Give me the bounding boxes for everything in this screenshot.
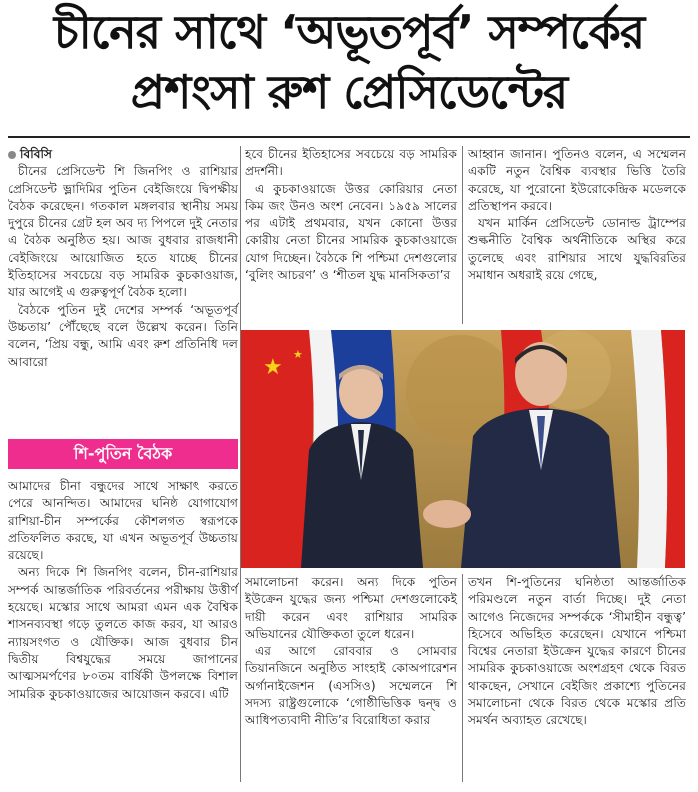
paragraph: হবে চীনের ইতিহাসের সবচেয়ে বড় সামরিক প্রদর্শনী। [245,147,457,179]
paragraph: যখন মার্কিন প্রেসিডেন্ট ডোনাল্ড ট্রাম্পের শুল্কনীতি বৈশ্বিক অর্থনীতিকে অস্থির করে তুলেছে এবং রাশিয়ার সাথে যুদ্ধবিরতির সমাধান অধরাই রয়ে গেছে, [468,216,686,283]
paragraph: চীনের প্রেসিডেন্ট শি জিনপিং ও রাশিয়ার প্রেসিডেন্ট ভ্লাদিমির পুতিন বেইজিংয়ে দ্বিপক্ষীয় বৈঠক করেছেন। গতকাল মঙ্গলবার স্থানীয় সময় দুপুরে চীনের গ্রেট হল অব দ্য পিপলে দুই নেতার এ বৈঠক অনুষ্ঠিত হয়। আজ বুধবার রাজধানী বেইজিংয়ে আয়োজিত হতে যাচ্ছে চীনের ইতিহাসের সবচেয়ে বড় সামরিক কুচকাওয়াজ, যার আগেই এ গুরুত্বপূর্ণ বৈঠক হলো। [8,164,238,300]
paragraph: বৈঠকে পুতিন দুই দেশের সম্পর্ক ‘অভূতপূর্ব উচ্চতায়’ পৌঁছেছে বলে উল্লেখ করেন। তিনি বলেন, ‘প্রিয় বন্ধু, আমি এবং রুশ প্রতিনিধি দল আবারো [8,302,238,369]
paragraph: অন্য দিকে শি জিনপিং বলেন, চীন-রাশিয়ার সম্পর্ক আন্তর্জাতিক পরিবর্তনের পরীক্ষায় উত্তীর্ণ হয়েছে। মস্কোর সাথে আমরা এমন এক বৈশ্বিক শাসনব্যবস্থা গড়ে তুলতে কাজ করব, যা আরও ন্যায়সংগত ও যৌক্তিক। আজ বুধবার চীন দ্বিতীয় বিশ্বযুদ্ধের সময়ে জাপানের আত্মসমর্পণের ৮০তম বার্ষিকী উপলক্ষে বিশাল সামরিক কুচকাওয়াজের আয়োজন করবে। এটি [8,565,238,701]
news-photo [241,330,685,568]
column-2-bottom [245,574,457,730]
paragraph: আমাদের চীনা বন্ধুদের সাথে সাক্ষাৎ করতে পেরে আনন্দিত। আমাদের ঘনিষ্ঠ যোগাযোগ রাশিয়া-চীন সম্পর্কের কৌশলগত স্বরূপকে প্রতিফলিত করছে, যা এখন অভূতপূর্ব উচ্চতায় রয়েছে। [8,479,238,563]
headline-line-1: চীনের সাথে ‘অভূতপূর্ব’ সম্পর্কের [53,5,645,59]
star-icon: ★ [293,348,303,361]
headline-line-2: প্রশংসা রুশ প্রেসিডেন্টের [130,65,568,119]
column-1-bottom [8,478,238,703]
paragraph: তখন শি-পুতিনের ঘনিষ্ঠতা আন্তর্জাতিক পরিমণ্ডলে নতুন বার্তা দিচ্ছে। দুই নেতা আগেও নিজেদের সম্পর্ককে ‘সীমাহীন বন্ধুত্ব’ হিসেবে অভিহিত করেছেন। যেখানে পশ্চিমা বিশ্বের নেতারা ইউক্রেন যুদ্ধের কারণে চীনের সামরিক কুচকাওয়াজে অংশগ্রহণ থেকে বিরত থাকছেন, সেখানে বেইজিং প্রকাশ্যে পুতিনের সমালোচনা থেকে বিরত থেকে মস্কোর প্রতি সমর্থন অব্যাহত রেখেছে। [468,575,686,728]
headline-divider [8,136,690,138]
column-divider [462,574,463,782]
headline [8,2,690,122]
paragraph: সমালোচনা করেন। অন্য দিকে পুতিন ইউক্রেন যুদ্ধের জন্য পশ্চিমা দেশগুলোকেই দায়ী করেন এবং রাশিয়ার সামরিক অভিযানের যৌক্তিকতা তুলে ধরেন। [245,575,457,641]
star-icon: ★ [263,355,283,380]
column-divider [462,146,463,324]
bullet-icon [8,151,16,159]
photo-illustration [241,330,685,568]
source-credit [8,146,238,163]
paragraph: এ কুচকাওয়াজে উত্তর কোরিয়ার নেতা কিম জং উনও অংশ নেবেন। ১৯৫৯ সালের পর এটাই প্রথমবার, যখন কোনো উত্তর কোরীয় নেতা চীনের সামরিক কুচকাওয়াজে যোগ দিচ্ছেন। বৈঠকে শি পশ্চিমা দেশগুলোর ‘বুলিং আচরণ’ ও ‘শীতল যুদ্ধ মানসিকতা’র [245,181,457,283]
source-name: বিবিসি [20,147,53,161]
column-3-top [468,146,686,284]
handshake [423,500,471,528]
column-1-top [8,146,238,371]
column-2-top [245,146,457,284]
paragraph: আহ্বান জানান। পুতিনও বলেন, এ সম্মেলন একটি নতুন বৈশ্বিক ব্যবস্থার ভিত্তি তৈরি করেছে, যা পুরোনো ইউরোকেন্দ্রিক মডেলকে প্রতিস্থাপন করবে। [468,147,686,213]
column-3-bottom [468,574,686,730]
paragraph: এর আগে রোববার ও সোমবার তিয়ানজিনে অনুষ্ঠিত সাংহাই কোঅপারেশন অর্গানাইজেশন (এসসিও) সম্মেলনে শি সদস্য রাষ্ট্রগুলোকে ‘গোষ্ঠীভিত্তিক দ্বন্দ্ব ও আধিপত্যবাদী নীতি’র বিরোধিতা করার [245,644,457,728]
section-title: শি-পুতিন বৈঠক [73,443,173,463]
section-title-box [8,439,238,469]
